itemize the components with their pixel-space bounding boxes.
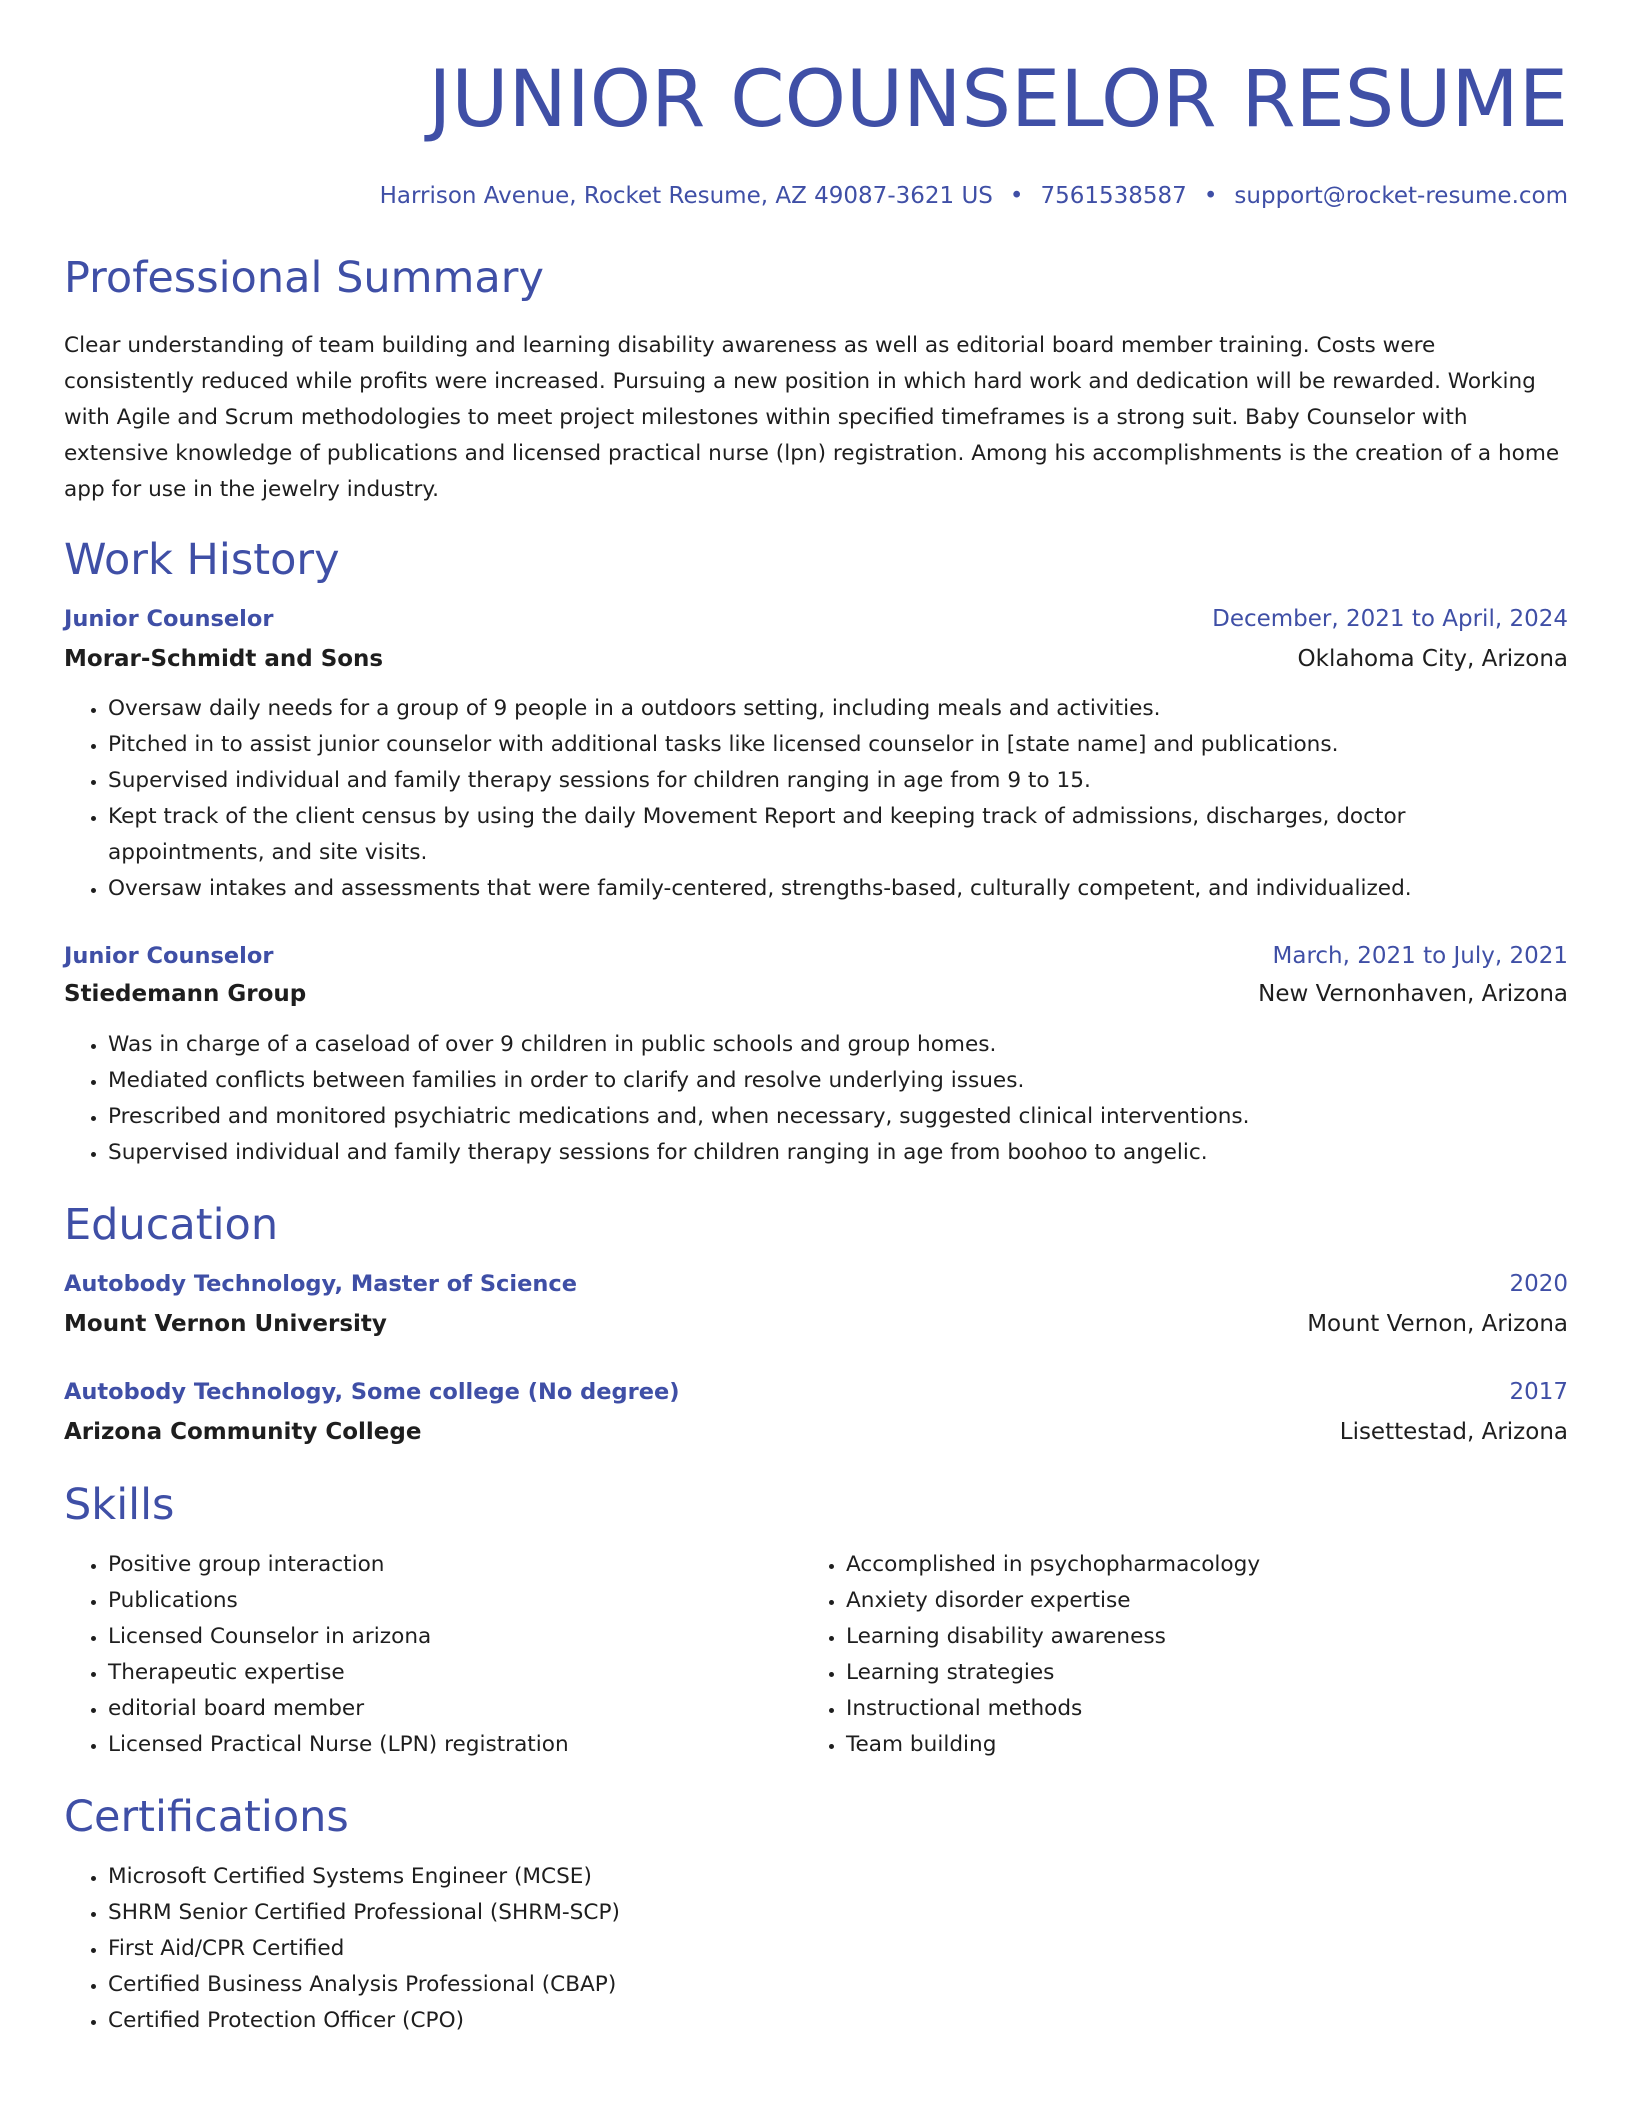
list-item: • Certified Business Analysis Professional (CBAP)	[108, 1967, 1568, 2003]
summary-section	[64, 250, 1568, 508]
certifications-section	[64, 1789, 1568, 2039]
list-item: • Supervised individual and family therapy sessions for children ranging in age from boohoo to angelic.	[108, 1135, 1568, 1171]
job-company: Morar-Schmidt and Sons	[64, 646, 384, 672]
list-item: • Anxiety disorder expertise	[846, 1583, 1540, 1619]
list-item: • SHRM Senior Certified Professional (SHRM-SCP)	[108, 1895, 1568, 1931]
list-item: • Was in charge of a caseload of over 9 children in public schools and group homes.	[108, 1027, 1568, 1063]
job-bullets	[64, 691, 1568, 907]
job-entry	[64, 600, 1568, 907]
contact-address: Harrison Avenue, Rocket Resume, AZ 49087-3621 US	[379, 183, 993, 209]
list-item: • Publications	[108, 1583, 802, 1619]
contact-separator: •	[1009, 183, 1024, 209]
education-header	[64, 1373, 1568, 1411]
education-year: 2017	[1509, 1379, 1568, 1405]
section-title-work: Work History	[64, 535, 340, 585]
job-role: Junior Counselor	[64, 943, 274, 969]
list-item: • Learning disability awareness	[846, 1619, 1540, 1655]
skills-section	[64, 1477, 1568, 1763]
section-title-summary: Professional Summary	[64, 253, 544, 303]
education-entry	[64, 1373, 1568, 1451]
list-item: • Prescribed and monitored psychiatric medications and, when necessary, suggested clinical interventions.	[108, 1099, 1568, 1135]
education-header	[64, 1265, 1568, 1303]
skills-list-right	[802, 1547, 1540, 1763]
section-title-certifications: Certifications	[64, 1792, 349, 1842]
skills-list-left	[64, 1547, 802, 1763]
education-entry	[64, 1265, 1568, 1343]
list-item: • Accomplished in psychopharmacology	[846, 1547, 1540, 1583]
list-item: • Oversaw daily needs for a group of 9 people in a outdoors setting, including meals and activities.	[108, 691, 1568, 727]
list-item: • Instructional methods	[846, 1691, 1540, 1727]
job-header	[64, 937, 1568, 975]
list-item: • Positive group interaction	[108, 1547, 802, 1583]
education-year: 2020	[1509, 1271, 1568, 1297]
contact-email[interactable]: support@rocket-resume.com	[1234, 183, 1568, 209]
resume-title: JUNIOR COUNSELOR RESUME	[428, 55, 1568, 145]
education-degree: Autobody Technology, Master of Science	[64, 1271, 577, 1297]
education-location: Mount Vernon, Arizona	[1307, 1311, 1568, 1337]
section-title-skills: Skills	[64, 1480, 175, 1530]
list-item: • Certified Protection Officer (CPO)	[108, 2003, 1568, 2039]
job-header	[64, 600, 1568, 638]
job-company: Stiedemann Group	[64, 981, 307, 1007]
list-item: • Licensed Practical Nurse (LPN) registration	[108, 1727, 802, 1763]
skills-column-left	[64, 1547, 802, 1763]
education-location: Lisettestad, Arizona	[1339, 1419, 1568, 1445]
list-item: • Therapeutic expertise	[108, 1655, 802, 1691]
skills-column-right	[802, 1547, 1540, 1763]
education-school: Arizona Community College	[64, 1419, 422, 1445]
list-item: • Mediated conflicts between families in order to clarify and resolve underlying issues.	[108, 1063, 1568, 1099]
job-role: Junior Counselor	[64, 606, 274, 632]
job-entry	[64, 937, 1568, 1171]
contact-line	[64, 180, 1568, 212]
list-item: • Learning strategies	[846, 1655, 1540, 1691]
list-item: • First Aid/CPR Certified	[108, 1931, 1568, 1967]
job-subheader	[64, 975, 1568, 1013]
job-location: New Vernonhaven, Arizona	[1258, 981, 1568, 1007]
skills-columns	[64, 1547, 1568, 1763]
list-item: • Supervised individual and family therapy sessions for children ranging in age from 9 to 15.	[108, 763, 1568, 799]
list-item: • Team building	[846, 1727, 1540, 1763]
work-section	[64, 532, 1568, 1171]
education-subheader	[64, 1413, 1568, 1451]
job-subheader	[64, 640, 1568, 678]
list-item: • Licensed Counselor in arizona	[108, 1619, 802, 1655]
list-item: • Kept track of the client census by using the daily Movement Report and keeping track of admissions, discharges, doctor appointments, and site visits.	[108, 799, 1568, 871]
job-location: Oklahoma City, Arizona	[1297, 646, 1568, 672]
list-item: • Microsoft Certified Systems Engineer (MCSE)	[108, 1859, 1568, 1895]
education-school: Mount Vernon University	[64, 1311, 387, 1337]
education-section	[64, 1197, 1568, 1451]
list-item: • Oversaw intakes and assessments that were family-centered, strengths-based, culturally competent, and individualized.	[108, 871, 1568, 907]
job-dates: March, 2021 to July, 2021	[1272, 943, 1568, 969]
list-item: • editorial board member	[108, 1691, 802, 1727]
job-dates: December, 2021 to April, 2024	[1212, 606, 1568, 632]
section-title-education: Education	[64, 1200, 279, 1250]
education-subheader	[64, 1305, 1568, 1343]
list-item: • Pitched in to assist junior counselor with additional tasks like licensed counselor in [state name] and publications.	[108, 727, 1568, 763]
certifications-list	[64, 1859, 1568, 2039]
contact-separator: •	[1203, 183, 1218, 209]
summary-text: Clear understanding of team building and learning disability awareness as well as editorial board member training. Costs were consistently reduced while profits were increased. Pursuing a new position in which hard work and dedication will be rewarded. Working with Agile and Scrum methodologies to meet project milestones within specified timeframes is a strong suit. Baby Counselor with extensive knowledge of publications and licensed practical nurse (lpn) registration. Among his accomplishments is the creation of a home app for use in the jewelry industry.	[64, 333, 1560, 502]
contact-phone: 7561538587	[1040, 183, 1187, 209]
education-degree: Autobody Technology, Some college (No degree)	[64, 1379, 680, 1405]
job-bullets	[64, 1027, 1568, 1171]
